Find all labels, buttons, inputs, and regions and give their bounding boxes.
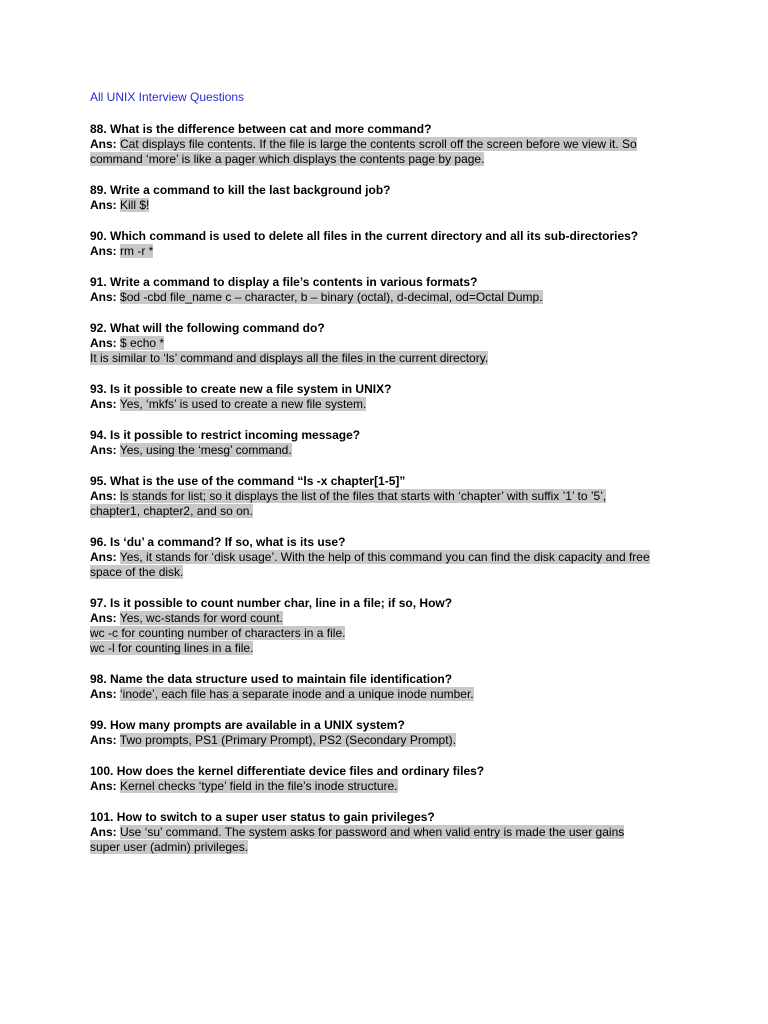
answer-text: Kill $!: [120, 198, 150, 212]
question-text: 90. Which command is used to delete all files in the current directory and all its sub-directories?: [90, 229, 639, 243]
answer-text: $ echo *: [120, 336, 165, 350]
answer-label: Ans:: [90, 290, 117, 304]
qa-item: [90, 122, 690, 167]
answer-label: Ans:: [90, 611, 117, 625]
question-text: 97. Is it possible to count number char, line in a file; if so, How?: [90, 596, 453, 610]
answer-label: Ans:: [90, 443, 117, 457]
answer-line: [90, 397, 690, 412]
qa-item: [90, 275, 690, 305]
qa-item: [90, 474, 690, 519]
qa-item: [90, 229, 690, 259]
question-text: 98. Name the data structure used to maintain file identification?: [90, 672, 453, 686]
document-page: [90, 90, 690, 871]
answer-line: [90, 290, 690, 305]
answer-text: rm -r *: [120, 244, 154, 258]
question-text: 93. Is it possible to create new a file system in UNIX?: [90, 382, 392, 396]
answer-text: $od -cbd file_name c – character, b – binary (octal), d-decimal, od=Octal Dump.: [120, 290, 543, 304]
qa-item: [90, 428, 690, 458]
answer-text: ‘inode’, each file has a separate inode and a unique inode number.: [120, 687, 474, 701]
answer-line: [90, 443, 690, 458]
answer-text: Yes, ‘mkfs’ is used to create a new file system.: [119, 397, 367, 411]
answer-text: chapter1, chapter2, and so on.: [90, 504, 253, 518]
answer-text: wc -l for counting lines in a file.: [90, 641, 254, 655]
document-title: All UNIX Interview Questions: [90, 90, 245, 104]
answer-line: [90, 611, 690, 626]
question-text: 88. What is the difference between cat and more command?: [90, 122, 432, 136]
answer-line: [90, 336, 690, 351]
qa-item: [90, 535, 690, 580]
question-text: 94. Is it possible to restrict incoming message?: [90, 428, 361, 442]
answer-label: Ans:: [90, 137, 117, 151]
qa-item: [90, 764, 690, 794]
answer-line: [90, 152, 690, 167]
answer-line: [90, 840, 690, 855]
answer-label: Ans:: [90, 489, 117, 503]
answer-label: Ans:: [90, 550, 117, 564]
answer-line: [90, 565, 690, 580]
answer-text: Yes, using the ‘mesg’ command.: [119, 443, 292, 457]
qa-item: [90, 672, 690, 702]
qa-item: [90, 718, 690, 748]
answer-label: Ans:: [90, 825, 117, 839]
answer-line: [90, 779, 690, 794]
answer-text: Kernel checks ‘type’ field in the file’s inode structure.: [120, 779, 398, 793]
answer-line: [90, 137, 690, 152]
answer-label: Ans:: [90, 336, 117, 350]
answer-label: Ans:: [90, 733, 117, 747]
answer-label: Ans:: [90, 687, 117, 701]
answer-line: [90, 733, 690, 748]
answer-line: [90, 687, 690, 702]
question-text: 96. Is ‘du’ a command? If so, what is its use?: [90, 535, 346, 549]
answer-line: [90, 626, 690, 641]
answer-line: [90, 351, 690, 366]
qa-item: [90, 321, 690, 366]
answer-label: Ans:: [90, 397, 117, 411]
question-text: 95. What is the use of the command “ls -x chapter[1-5]”: [90, 474, 406, 488]
answer-text: space of the disk.: [90, 565, 184, 579]
answer-label: Ans:: [90, 198, 117, 212]
answer-line: [90, 244, 690, 259]
qa-item: [90, 183, 690, 213]
answer-text: Use ‘su’ command. The system asks for password and when valid entry is made the user gains: [120, 825, 625, 839]
qa-list: [90, 122, 690, 855]
question-text: 101. How to switch to a super user status to gain privileges?: [90, 810, 435, 824]
answer-line: [90, 489, 690, 504]
answer-text: command ‘more’ is like a pager which displays the contents page by page.: [90, 152, 485, 166]
answer-label: Ans:: [90, 779, 117, 793]
question-text: 99. How many prompts are available in a UNIX system?: [90, 718, 405, 732]
qa-item: [90, 810, 690, 855]
answer-line: [90, 641, 690, 656]
qa-item: [90, 596, 690, 656]
answer-line: [90, 198, 690, 213]
answer-text: ls stands for list; so it displays the list of the files that starts with ‘chapter’ with suffix ’1’ to ’5’,: [120, 489, 607, 503]
answer-text: Cat displays file contents. If the file is large the contents scroll off the screen before we view it. So: [120, 137, 637, 151]
question-text: 100. How does the kernel differentiate device files and ordinary files?: [90, 764, 485, 778]
question-text: 92. What will the following command do?: [90, 321, 325, 335]
answer-line: [90, 825, 690, 840]
answer-text: Yes, it stands for ‘disk usage’. With the help of this command you can find the disk capacity and free: [119, 550, 650, 564]
answer-line: [90, 550, 690, 565]
answer-text: Yes, wc-stands for word count.: [119, 611, 283, 625]
answer-text: Two prompts, PS1 (Primary Prompt), PS2 (Secondary Prompt).: [119, 733, 456, 747]
answer-label: Ans:: [90, 244, 117, 258]
answer-text: super user (admin) privileges.: [90, 840, 249, 854]
question-text: 91. Write a command to display a file’s contents in various formats?: [90, 275, 478, 289]
question-text: 89. Write a command to kill the last background job?: [90, 183, 391, 197]
answer-text: wc -c for counting number of characters in a file.: [90, 626, 346, 640]
answer-line: [90, 504, 690, 519]
answer-text: It is similar to ‘ls’ command and displays all the files in the current directory.: [90, 351, 489, 365]
qa-item: [90, 382, 690, 412]
